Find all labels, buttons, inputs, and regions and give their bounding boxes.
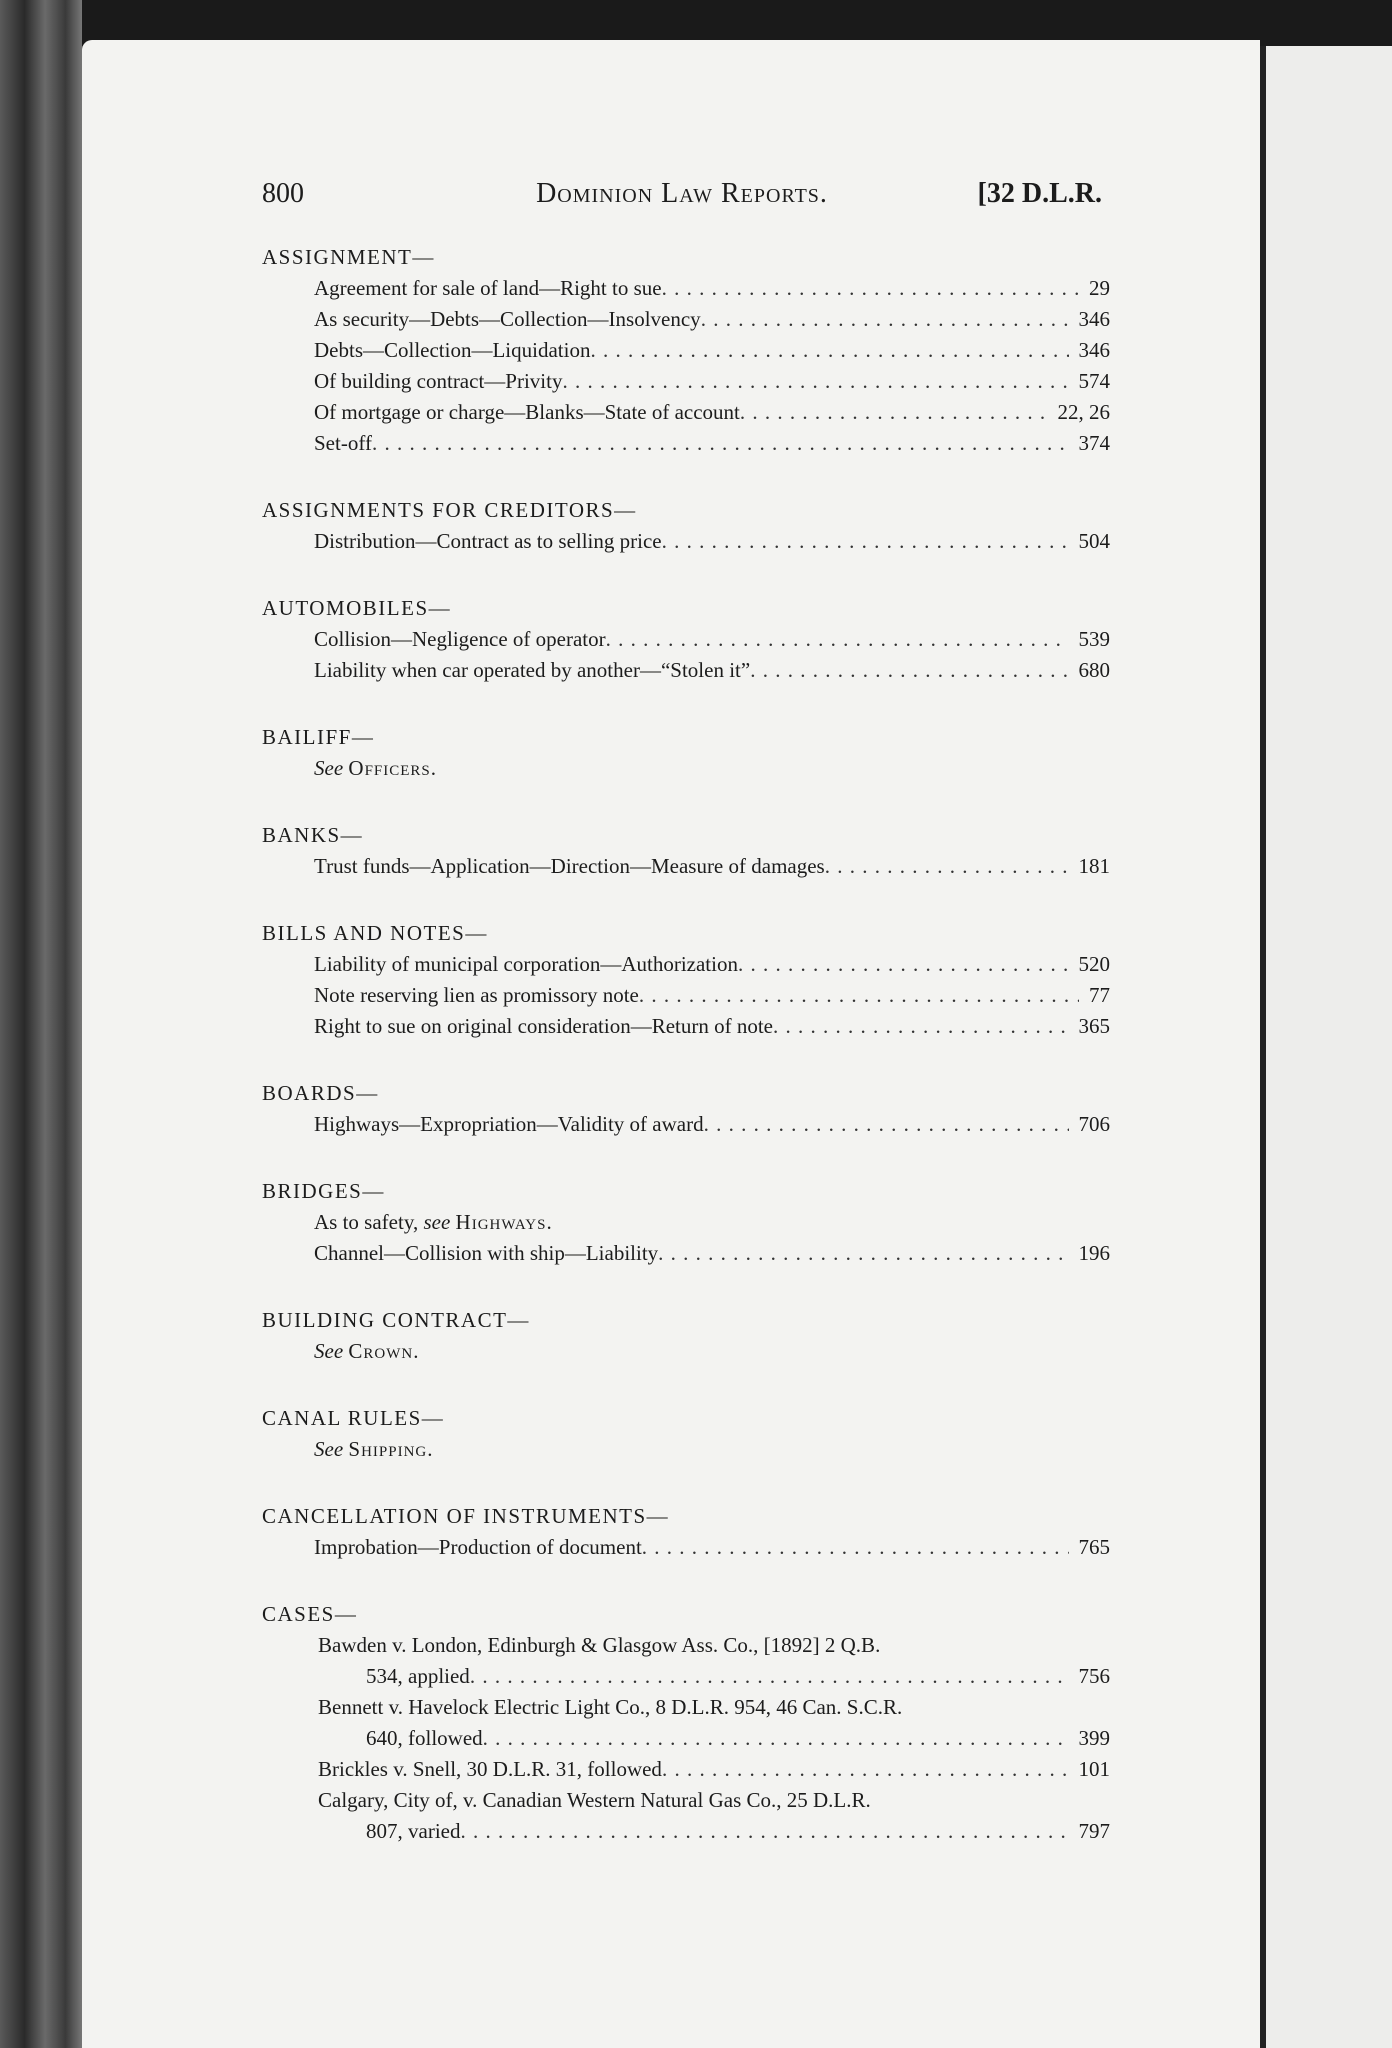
entry-page: 504: [1078, 529, 1110, 553]
section-heading: ASSIGNMENT—: [262, 245, 435, 269]
leader-dots: [662, 526, 1069, 557]
leader-dots: [740, 397, 1048, 428]
entry-text: As security—Debts—Collection—Insolvency: [314, 307, 701, 331]
leader-dots: [606, 624, 1069, 655]
entry-text: Collision—Negligence of operator: [314, 627, 606, 651]
index-section-boards: [262, 1078, 1110, 1140]
entry-page: 181: [1078, 854, 1110, 878]
section-heading: BUILDING CONTRACT—: [262, 1308, 530, 1332]
leader-dots: [483, 1723, 1069, 1754]
entry-page: 22, 26: [1057, 400, 1110, 424]
section-heading: CASES—: [262, 1602, 358, 1626]
index-section-building-contract: [262, 1305, 1110, 1367]
entry-page: 680: [1078, 658, 1110, 682]
leader-dots: [701, 304, 1069, 335]
case-citation: Calgary, City of, v. Canadian Western Natural Gas Co., 25 D.L.R.: [318, 1788, 871, 1812]
case-entry: [262, 1785, 1110, 1847]
entry-text: Set-off: [314, 431, 372, 455]
case-citation: Bawden v. London, Edinburgh & Glasgow Ass. Co., [1892] 2 Q.B.: [318, 1633, 881, 1657]
case-entry: [262, 1754, 1110, 1785]
entry-text: Trust funds—Application—Direction—Measure of damages: [314, 854, 825, 878]
leader-dots: [372, 428, 1069, 459]
entry-page: 365: [1078, 1014, 1110, 1038]
entry-page: 29: [1089, 276, 1110, 300]
case-entry: [262, 1692, 1110, 1754]
entry-text: Highways—Expropriation—Validity of award: [314, 1112, 704, 1136]
case-treatment: 534, applied: [366, 1664, 470, 1688]
entry-text: Agreement for sale of land—Right to sue: [314, 276, 662, 300]
leader-dots: [738, 949, 1069, 980]
see-target: Highways.: [455, 1210, 553, 1234]
index-section-banks: [262, 820, 1110, 882]
index-section-assignments-for-creditors: [262, 495, 1110, 557]
volume-reference: [32 D.L.R.: [977, 178, 1102, 209]
cross-reference: [262, 753, 1110, 784]
section-heading: ASSIGNMENTS FOR CREDITORS—: [262, 498, 637, 522]
leader-dots: [562, 366, 1068, 397]
leader-dots: [470, 1661, 1069, 1692]
leader-dots: [825, 851, 1069, 882]
facing-page-edge: [1266, 46, 1392, 2048]
section-heading: BRIDGES—: [262, 1179, 385, 1203]
leader-dots: [639, 980, 1079, 1011]
index-entry: [262, 624, 1110, 655]
index-entry: [262, 980, 1110, 1011]
index-entry: [262, 949, 1110, 980]
entry-page: 765: [1078, 1535, 1110, 1559]
index-entry: [262, 851, 1110, 882]
case-treatment: 807, varied: [366, 1819, 461, 1843]
page-header: [262, 178, 1102, 218]
see-word: See: [314, 1437, 344, 1461]
entry-page: 399: [1078, 1726, 1110, 1750]
case-citation: Bennett v. Havelock Electric Light Co., 8 D.L.R. 954, 46 Can. S.C.R.: [318, 1695, 903, 1719]
entry-page: 346: [1078, 307, 1110, 331]
see-target: Shipping.: [348, 1437, 434, 1461]
index-section-bailiff: [262, 722, 1110, 784]
index-entry: [262, 335, 1110, 366]
case-entry: [262, 1630, 1110, 1692]
section-heading: BAILIFF—: [262, 725, 375, 749]
index-entry: [262, 366, 1110, 397]
see-target: Officers.: [348, 756, 438, 780]
index-section-assignment: [262, 242, 1110, 459]
entry-text: Debts—Collection—Liquidation: [314, 338, 591, 362]
leader-dots: [750, 655, 1068, 686]
leader-dots: [658, 1238, 1068, 1269]
see-target: Crown.: [348, 1339, 420, 1363]
see-word: see: [423, 1210, 451, 1234]
index-entry: [262, 428, 1110, 459]
entry-text: Of mortgage or charge—Blanks—State of account: [314, 400, 740, 424]
section-heading: BILLS AND NOTES—: [262, 921, 488, 945]
leader-dots: [460, 1816, 1068, 1847]
case-continuation: [318, 1661, 1110, 1692]
index-section-cases: [262, 1599, 1110, 1847]
entry-page: 574: [1078, 369, 1110, 393]
entry-page: 756: [1078, 1664, 1110, 1688]
index-section-cancellation-of-instruments: [262, 1501, 1110, 1563]
entry-page: 706: [1078, 1112, 1110, 1136]
entry-page: 101: [1078, 1757, 1110, 1781]
section-heading: AUTOMOBILES—: [262, 596, 452, 620]
index-entry: [262, 304, 1110, 335]
book-binding-edge: [0, 0, 82, 2048]
entry-text: Note reserving lien as promissory note: [314, 983, 639, 1007]
entry-page: 77: [1089, 983, 1110, 1007]
index-section-automobiles: [262, 593, 1110, 686]
index-section-bridges: [262, 1176, 1110, 1269]
index-section-canal-rules: [262, 1403, 1110, 1465]
entry-page: 520: [1078, 952, 1110, 976]
entry-text: Distribution—Contract as to selling price: [314, 529, 662, 553]
section-heading: BOARDS—: [262, 1081, 379, 1105]
page-number: 800: [262, 178, 304, 209]
cross-reference: [262, 1434, 1110, 1465]
running-title: Dominion Law Reports.: [536, 178, 828, 209]
index-entry: [262, 1238, 1110, 1269]
leader-dots: [590, 335, 1068, 366]
leader-dots: [704, 1109, 1069, 1140]
entry-page: 346: [1078, 338, 1110, 362]
entry-text: Improbation—Production of document: [314, 1535, 642, 1559]
section-heading: CANCELLATION OF INSTRUMENTS—: [262, 1504, 670, 1528]
leader-dots: [662, 273, 1079, 304]
index-entry: [262, 397, 1110, 428]
section-heading: BANKS—: [262, 823, 364, 847]
index-section-bills-and-notes: [262, 918, 1110, 1042]
index-entry: [262, 526, 1110, 557]
leader-dots: [773, 1011, 1068, 1042]
leader-dots: [642, 1532, 1069, 1563]
index-entry: [262, 655, 1110, 686]
case-treatment: 640, followed: [366, 1726, 483, 1750]
entry-text: Liability when car operated by another—“Stolen it”: [314, 658, 751, 682]
entry-page: 374: [1078, 431, 1110, 455]
cross-reference: [262, 1336, 1110, 1367]
cross-reference: [262, 1207, 1110, 1238]
case-continuation: [318, 1816, 1110, 1847]
entry-text: Channel—Collision with ship—Liability: [314, 1241, 659, 1265]
case-continuation: [318, 1723, 1110, 1754]
entry-text: Right to sue on original consideration—Return of note: [314, 1014, 774, 1038]
index-entry: [262, 1532, 1110, 1563]
entry-text: Of building contract—Privity: [314, 369, 563, 393]
section-heading: CANAL RULES—: [262, 1406, 445, 1430]
see-word: See: [314, 756, 344, 780]
entry-page: 539: [1078, 627, 1110, 651]
index-entry: [262, 1109, 1110, 1140]
case-citation: Brickles v. Snell, 30 D.L.R. 31, followed: [318, 1757, 662, 1781]
see-prefix: As to safety,: [314, 1210, 419, 1234]
entry-page: 797: [1078, 1819, 1110, 1843]
entry-text: Liability of municipal corporation—Authorization: [314, 952, 738, 976]
entry-page: 196: [1078, 1241, 1110, 1265]
see-word: See: [314, 1339, 344, 1363]
index-entry: [262, 1011, 1110, 1042]
subject-index: [262, 242, 1110, 1883]
index-entry: [262, 273, 1110, 304]
leader-dots: [662, 1754, 1069, 1785]
